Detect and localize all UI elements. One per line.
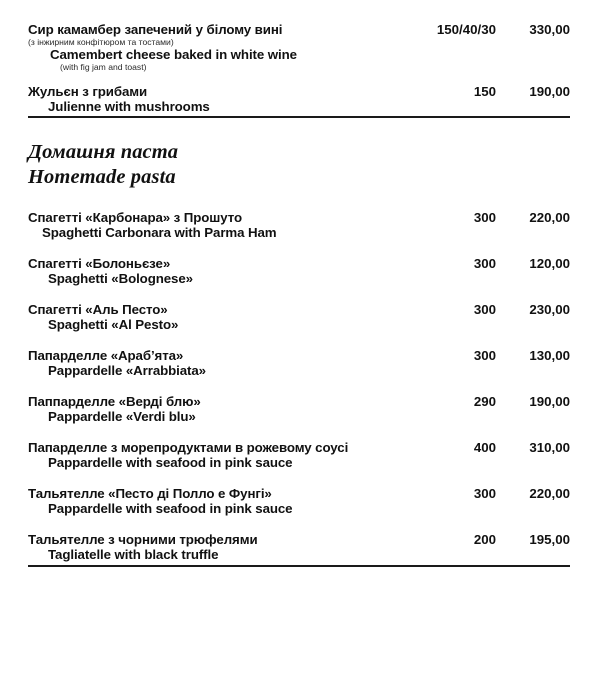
spacer-gap [28, 424, 570, 440]
menu-item-sub-ua: (з інжирним конфітюром та тостами) [28, 37, 174, 47]
section-divider-bottom [28, 565, 570, 567]
menu-item-sub-en: (with fig jam and toast) [60, 62, 147, 72]
menu-item-title-line [28, 532, 570, 547]
menu-item-title-en-line [28, 225, 570, 240]
spacer-gap [28, 240, 570, 256]
spacer-gap [28, 286, 570, 302]
menu-item-name-en: Camembert cheese baked in white wine [50, 47, 297, 62]
menu-item-name-en: Julienne with mushrooms [48, 99, 210, 114]
menu-item-weight: 300 [473, 486, 496, 501]
menu-item-price: 120,00 [529, 256, 570, 271]
menu-item-verdi-blu [28, 394, 570, 424]
menu-item-price: 130,00 [529, 348, 570, 363]
menu-item-name-ua: Сир камамбер запечений у білому вині [28, 22, 283, 37]
section-heading-ua: Домашня паста [28, 141, 179, 163]
menu-item-title-line [28, 348, 570, 363]
menu-item-seafood-pink-sauce [28, 440, 570, 470]
menu-item-title-en-line [28, 501, 570, 516]
menu-item-name-ua: Папарделле «Араб’ята» [28, 348, 184, 363]
menu-item-title-en-line [28, 547, 570, 562]
spacer-gap [28, 118, 570, 140]
menu-item-julienne [28, 84, 570, 114]
menu-item-weight: 400 [473, 440, 496, 455]
menu-item-title-en-line [28, 317, 570, 332]
menu-item-title-line [28, 256, 570, 271]
menu-item-pesto-di-pollo-e-funghi [28, 486, 570, 516]
menu-item-name-en: Pappardelle with seafood in pink sauce [48, 455, 293, 470]
menu-item-price: 190,00 [529, 84, 570, 99]
menu-item-subtitle-ua-line [28, 37, 570, 47]
menu-item-weight: 150 [473, 84, 496, 99]
section-heading-en: Homemade pasta [28, 166, 176, 188]
menu-item-black-truffle [28, 532, 570, 562]
spacer-gap [28, 190, 570, 210]
menu-item-name-ua: Спагетті «Карбонара» з Прошуто [28, 210, 242, 225]
spacer-gap [28, 72, 570, 84]
spacer-gap [28, 378, 570, 394]
menu-item-name-ua: Спагетті «Аль Песто» [28, 302, 168, 317]
menu-item-title-en-line [28, 363, 570, 378]
menu-item-title-en-line [28, 47, 570, 62]
menu-item-name-en: Pappardelle «Verdi blu» [48, 409, 196, 424]
menu-item-carbonara [28, 210, 570, 240]
menu-item-name-en: Spaghetti «Bolognese» [48, 271, 193, 286]
menu-item-price: 220,00 [529, 486, 570, 501]
menu-item-name-en: Pappardelle «Arrabbiata» [48, 363, 206, 378]
menu-item-title-en-line [28, 455, 570, 470]
menu-item-price: 330,00 [529, 22, 570, 37]
menu-item-name-ua: Паппарделле «Верді блю» [28, 394, 201, 409]
menu-item-title-en-line [28, 99, 570, 114]
menu-item-price: 230,00 [529, 302, 570, 317]
menu-item-title-line [28, 84, 570, 99]
menu-item-weight: 300 [473, 210, 496, 225]
menu-item-title-line [28, 486, 570, 501]
menu-item-name-en: Spaghetti «Al Pesto» [48, 317, 179, 332]
spacer-gap [28, 470, 570, 486]
menu-item-name-ua: Спагетті «Болоньєзе» [28, 256, 171, 271]
menu-item-weight: 300 [473, 348, 496, 363]
menu-item-bolognese [28, 256, 570, 286]
menu-item-title-line [28, 210, 570, 225]
spacer-gap [28, 516, 570, 532]
menu-item-title-line [28, 394, 570, 409]
menu-item-weight: 150/40/30 [436, 22, 496, 37]
menu-item-name-en: Spaghetti Carbonara with Parma Ham [42, 225, 277, 240]
menu-item-price: 220,00 [529, 210, 570, 225]
menu-item-name-en: Tagliatelle with black truffle [48, 547, 219, 562]
spacer-gap [28, 332, 570, 348]
section-heading-homemade-pasta [28, 140, 570, 190]
menu-item-price: 190,00 [529, 394, 570, 409]
menu-item-price: 195,00 [529, 532, 570, 547]
menu-item-title-line [28, 440, 570, 455]
menu-item-weight: 300 [473, 302, 496, 317]
menu-item-camembert [28, 22, 570, 72]
menu-item-title-en-line [28, 409, 570, 424]
menu-item-weight: 300 [473, 256, 496, 271]
menu-item-subtitle-en-line [28, 62, 570, 72]
menu-item-title-en-line [28, 271, 570, 286]
menu-item-name-ua: Тальятелле «Песто ді Полло е Фунгі» [28, 486, 272, 501]
menu-item-price: 310,00 [529, 440, 570, 455]
menu-item-weight: 290 [473, 394, 496, 409]
menu-item-title-line [28, 302, 570, 317]
menu-item-name-ua: Тальятелле з чорними трюфелями [28, 532, 258, 547]
menu-item-arrabbiata [28, 348, 570, 378]
menu-item-name-en: Pappardelle with seafood in pink sauce [48, 501, 293, 516]
menu-item-name-ua: Папарделле з морепродуктами в рожевому соусі [28, 440, 349, 455]
menu-item-title-line [28, 22, 570, 37]
menu-item-name-ua: Жульєн з грибами [28, 84, 148, 99]
menu-item-al-pesto [28, 302, 570, 332]
menu-item-weight: 200 [473, 532, 496, 547]
